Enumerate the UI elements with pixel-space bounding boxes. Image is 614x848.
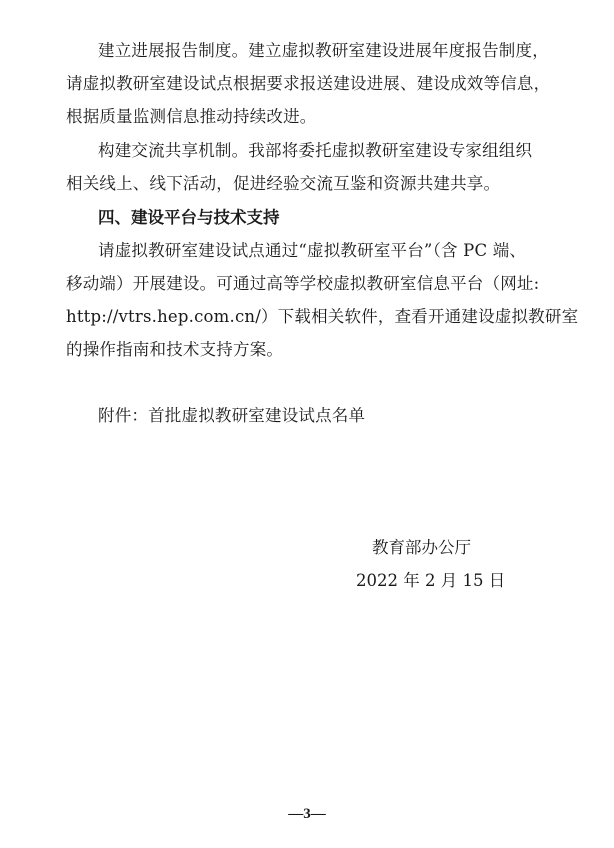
paragraph-line: 请虚拟教研室建设试点通过“虚拟教研室平台”（含 PC 端、 (98, 241, 527, 260)
paragraph-line: 移动端）开展建设。可通过高等学校虚拟教研室信息平台（网址: (66, 274, 540, 293)
paragraph-line: 构建交流共享机制。我部将委托虚拟教研室建设专家组组织 (98, 141, 533, 160)
paragraph-line: 请虚拟教研室建设试点根据要求报送建设进展、建设成效等信息， (66, 74, 551, 93)
section-heading: 四、建设平台与技术支持 (98, 208, 280, 227)
paragraph-line: 建立进展报告制度。建立虚拟教研室建设进展年度报告制度， (98, 41, 549, 60)
paragraph-line: 相关线上、线下活动，促进经验交流互鉴和资源共建共享。 (66, 174, 501, 193)
issue-date: 2022 年 2 月 15 日 (356, 571, 506, 590)
issuer-name: 教育部办公厅 (372, 538, 471, 557)
page-number: —3— (288, 806, 326, 822)
paragraph-line: 根据质量监测信息推动持续改进。 (66, 107, 317, 126)
paragraph-line: 的操作指南和技术支持方案。 (66, 340, 284, 359)
attachment-note: 附件：首批虚拟教研室建设试点名单 (98, 406, 366, 425)
paragraph-line-url: http://vtrs.hep.com.cn/）下载相关软件，查看开通建设虚拟教研室 (66, 307, 579, 326)
